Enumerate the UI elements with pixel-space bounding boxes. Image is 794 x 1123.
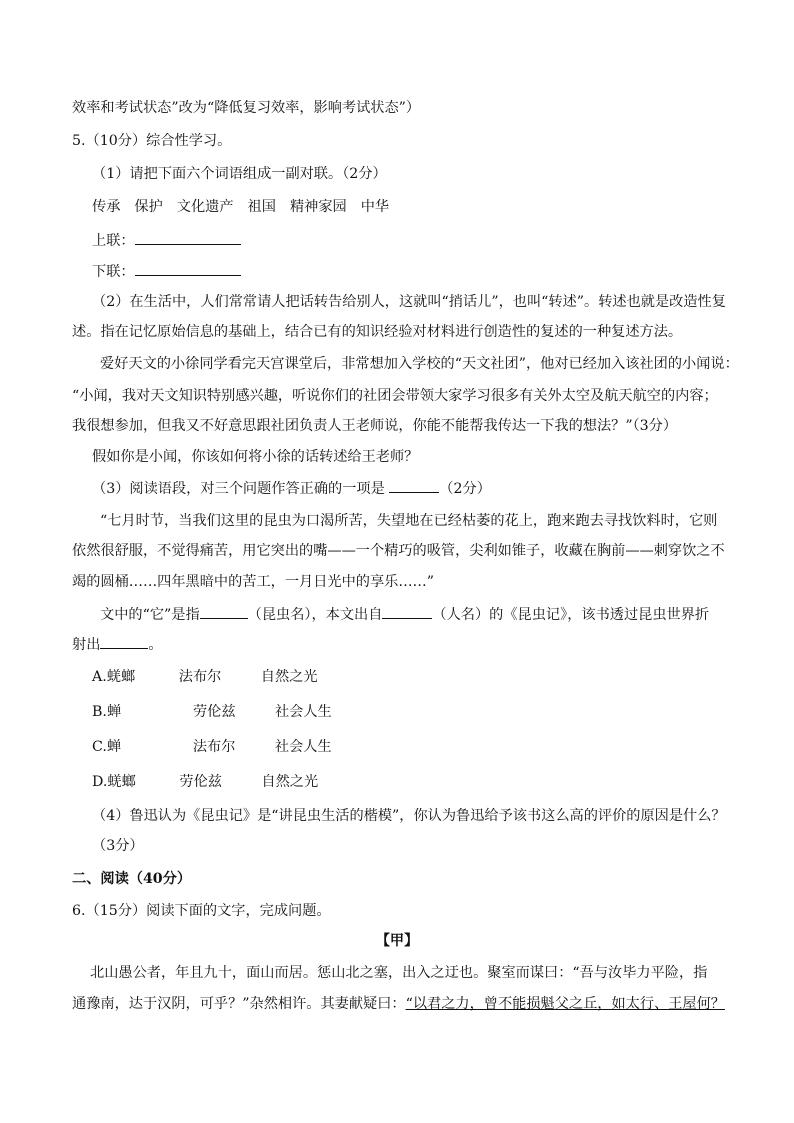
upper-couplet-row: [92, 230, 722, 251]
fill-text: 。: [148, 637, 163, 653]
quote-line: 依然很舒服，不觉得痛苦，用它突出的嘴——一个精巧的吸管，尖利如锥子，收藏在胸前——刺穿饮之不: [72, 543, 725, 559]
paragraph-line: 爱好天文的小徐同学看完天宫课堂后，非常想加入学校的“天文社团”，他对已经加入该社团的小闻说：: [100, 356, 739, 372]
question-5-2-line2: 述。指在记忆原始信息的基础上，结合已有的知识经验对材料进行创造性的复述的一种复述方法。: [72, 324, 683, 340]
quote-line: 竭的圆桶……四年黑暗中的苦工，一月日光中的享乐……”: [72, 574, 434, 590]
option-b[interactable]: [92, 702, 722, 722]
underlined-sentence: “以君之力，曾不能损魁父之丘，如太行、王屋何？: [405, 996, 725, 1012]
section-heading: 二、阅读（40分）: [72, 871, 192, 887]
option-insect: 蜣螂: [106, 669, 136, 685]
word-item: 祖国: [247, 199, 276, 215]
fill-line: [72, 634, 722, 655]
question-5-2-line1: （2）在生活中，人们常常请人把话转告给别人，这就叫“捎话儿”，也叫“转述”。转述也就是改造性复: [92, 294, 726, 310]
question-5-heading: 5.（10分）综合性学习。: [72, 133, 232, 149]
passage-title: 【甲】: [375, 933, 419, 949]
paragraph-line: “小闻，我对天文知识特别感兴趣，听说你们的社团会带领大家学习很多有关外太空及航天航空的内容；: [72, 388, 718, 404]
option-insect: 蝉: [106, 704, 122, 720]
option-theme: 自然之光: [260, 669, 318, 685]
option-letter: D.: [92, 774, 108, 790]
passage-line: [72, 994, 725, 1014]
fill-text: （昆虫名），本文出自: [247, 607, 383, 623]
option-letter: A.: [92, 669, 107, 685]
option-theme: 自然之光: [261, 774, 319, 790]
option-c[interactable]: [92, 737, 722, 757]
question-5-3: [92, 478, 722, 499]
author-blank[interactable]: [382, 604, 432, 619]
fill-text: 文中的“它”是指: [100, 607, 200, 623]
option-d[interactable]: [92, 772, 722, 792]
fill-text: 射出: [72, 637, 101, 653]
upper-couplet-label: 上联：: [92, 233, 135, 249]
paragraph-line: 假如你是小闻，你该如何将小徐的话转述给王老师？: [92, 449, 419, 465]
answer-blank[interactable]: [389, 478, 439, 493]
option-author: 法布尔: [192, 739, 236, 755]
theme-blank[interactable]: [100, 634, 148, 649]
question-5-4-line1: （4）鲁迅认为《昆虫记》是“讲昆虫生活的楷模”，你认为鲁迅给予该书这么高的评价的原因是什么？: [92, 808, 726, 824]
word-item: 精神家园: [289, 199, 347, 215]
option-letter: C.: [92, 739, 107, 755]
insect-blank[interactable]: [200, 604, 248, 619]
text-line: 效率和考试状态”改为“降低复习效率，影响考试状态”）: [72, 100, 421, 116]
word-item: 中华: [360, 199, 390, 215]
word-item: 传承: [92, 199, 121, 215]
passage-line: 北山愚公者，年且九十，面山而居。惩山北之塞，出入之迂也。聚室而谋曰：“吾与汝毕力平险，指: [90, 965, 708, 981]
option-author: 法布尔: [178, 669, 222, 685]
word-item: 保护: [134, 199, 163, 215]
option-insect: 蝉: [106, 739, 122, 755]
question-5-1: （1）请把下面六个词语组成一副对联。（2分）: [92, 166, 387, 182]
word-item: 文化遗产: [176, 199, 234, 215]
quote-line: “七月时节，当我们这里的昆虫为口渴所苦，失望地在已经枯萎的花上，跑来跑去寻找饮料时，它则: [100, 513, 718, 529]
paragraph-line: 我很想参加，但我又不好意思跟社团负责人王老师说，你能不能帮我传达一下我的想法？”（3分）: [72, 418, 678, 434]
question-5-3-text: （3）阅读语段，对三个问题作答正确的一项是: [92, 481, 385, 497]
lower-couplet-label: 下联：: [92, 264, 135, 280]
word-list: [92, 197, 722, 217]
passage-text: 通豫南，达于汉阴，可乎？”杂然相许。其妻献疑曰：: [72, 996, 406, 1012]
option-letter: B.: [92, 704, 107, 720]
option-author: 劳伦兹: [179, 774, 222, 790]
option-theme: 社会人生: [274, 739, 332, 755]
question-6-heading: 6.（15分）阅读下面的文字，完成问题。: [72, 903, 331, 919]
lower-couplet-row: [92, 261, 722, 282]
option-a[interactable]: [92, 667, 722, 687]
lower-couplet-blank[interactable]: [135, 261, 241, 276]
fill-text: （人名）的《昆虫记》，该书透过昆虫世界折: [432, 607, 710, 623]
upper-couplet-blank[interactable]: [135, 230, 241, 245]
question-5-3-score: （2分）: [439, 481, 491, 497]
option-theme: 社会人生: [274, 704, 332, 720]
option-insect: 蜣螂: [107, 774, 136, 790]
fill-line: [100, 604, 722, 625]
option-author: 劳伦兹: [192, 704, 236, 720]
question-5-4-line2: （3分）: [92, 838, 144, 854]
